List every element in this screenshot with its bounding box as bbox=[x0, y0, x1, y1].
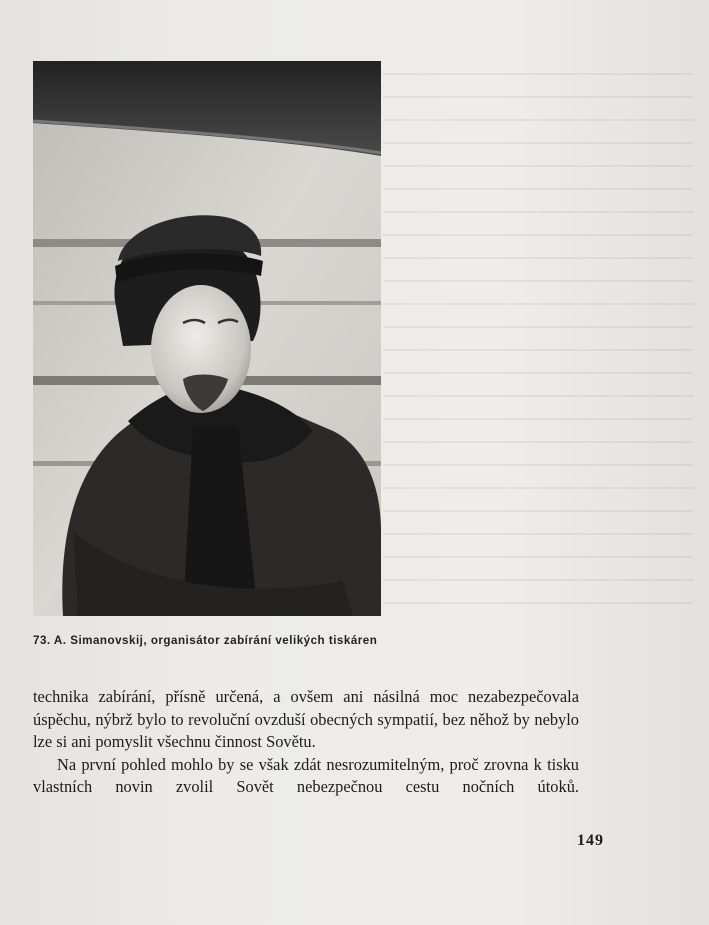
figure-caption: 73. A. Simanovskij, organisátor zabírání velikých tiskáren bbox=[33, 634, 378, 647]
paragraph: Na první pohled mohlo by se však zdát nesrozumitelným, proč zrovna k tisku vlastních novin zvolil Sovět nebezpečnou cestu nočních útoků. bbox=[33, 754, 579, 796]
page-number: 149 bbox=[577, 832, 604, 849]
body-text bbox=[33, 686, 579, 799]
paragraph: technika zabírání, přísně určená, a ovšem ani násilná moc nezabezpečovala úspěchu, nýbrž bylo to revoluční ovzduší obecných sympatií, bez něhož by nebylo lze si ani pomyslit všechnu činnost Sovětu. bbox=[33, 687, 579, 751]
portrait-photograph bbox=[33, 61, 381, 616]
show-through-text bbox=[383, 60, 693, 620]
